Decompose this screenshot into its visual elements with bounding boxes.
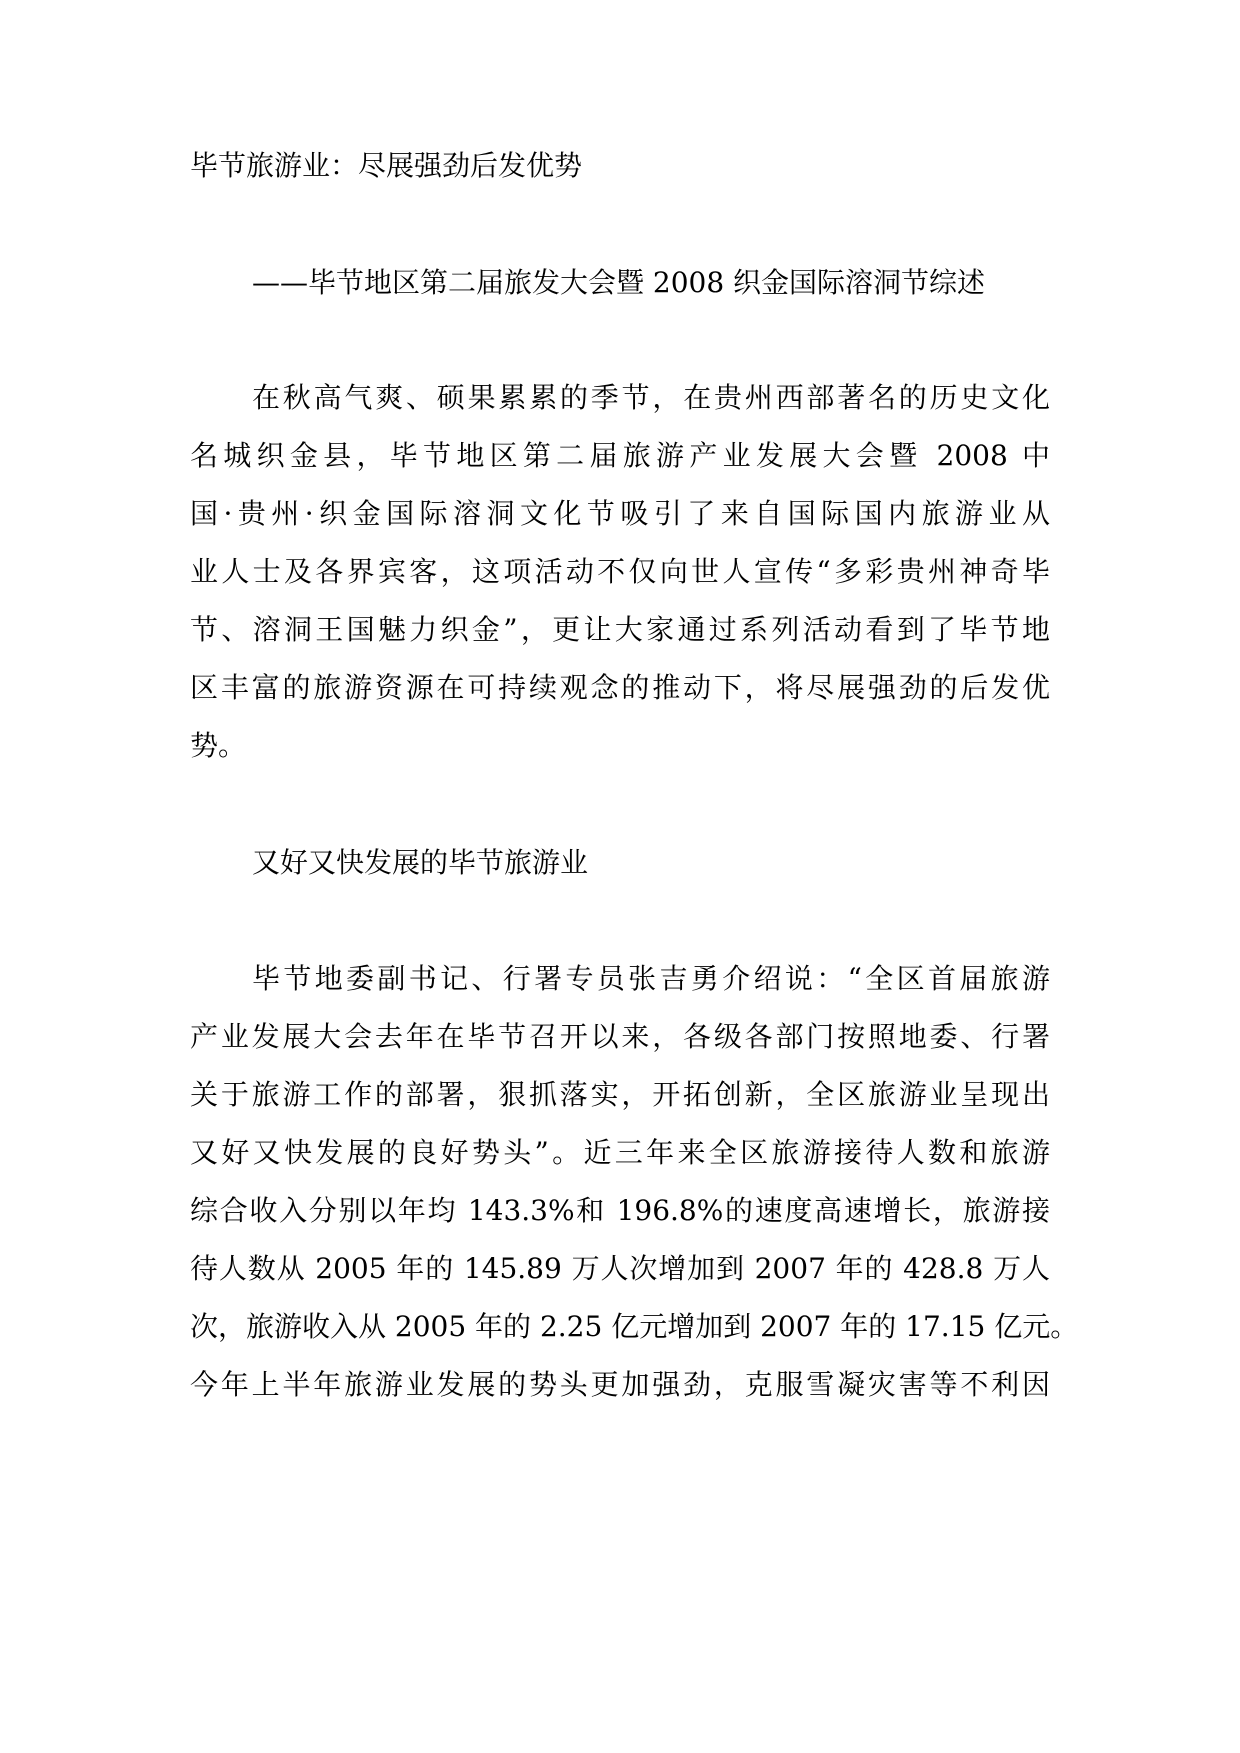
paragraph-line: 产业发展大会去年在毕节召开以来，各级各部门按照地委、行署 bbox=[190, 1020, 1050, 1053]
paragraph-line: 节、溶洞王国魅力织金”，更让大家通过系列活动看到了毕节地 bbox=[190, 613, 1050, 646]
paragraph-line: 关于旅游工作的部署，狠抓落实，开拓创新，全区旅游业呈现出 bbox=[190, 1078, 1050, 1111]
paragraph-line: 国·贵州·织金国际溶洞文化节吸引了来自国际国内旅游业从 bbox=[190, 497, 1050, 530]
paragraph-line: 又好又快发展的良好势头”。近三年来全区旅游接待人数和旅游 bbox=[190, 1136, 1050, 1169]
section-heading: 又好又快发展的毕节旅游业 bbox=[252, 846, 589, 879]
paragraph-line: 综合收入分别以年均 143.3%和 196.8%的速度高速增长，旅游接 bbox=[190, 1194, 1050, 1227]
document-title: 毕节旅游业：尽展强劲后发优势 bbox=[190, 149, 583, 182]
paragraph-line: 毕节地委副书记、行署专员张吉勇介绍说：“全区首届旅游 bbox=[252, 962, 1050, 995]
paragraph-line: 名城织金县，毕节地区第二届旅游产业发展大会暨 2008 中 bbox=[190, 439, 1050, 472]
document-subtitle: ——毕节地区第二届旅发大会暨 2008 织金国际溶洞节综述 bbox=[252, 266, 986, 299]
paragraph-line: 在秋高气爽、硕果累累的季节，在贵州西部著名的历史文化 bbox=[252, 381, 1050, 414]
paragraph-line: 业人士及各界宾客，这项活动不仅向世人宣传“多彩贵州神奇毕 bbox=[190, 555, 1050, 588]
paragraph-line: 区丰富的旅游资源在可持续观念的推动下，将尽展强劲的后发优 bbox=[190, 671, 1050, 704]
paragraph-line: 势。 bbox=[190, 729, 247, 762]
paragraph-line: 待人数从 2005 年的 145.89 万人次增加到 2007 年的 428.8 万人 bbox=[190, 1252, 1050, 1285]
paragraph-line: 今年上半年旅游业发展的势头更加强劲，克服雪凝灾害等不利因 bbox=[190, 1368, 1050, 1401]
paragraph-line: 次，旅游收入从 2005 年的 2.25 亿元增加到 2007 年的 17.15 亿元。 bbox=[190, 1310, 1079, 1343]
